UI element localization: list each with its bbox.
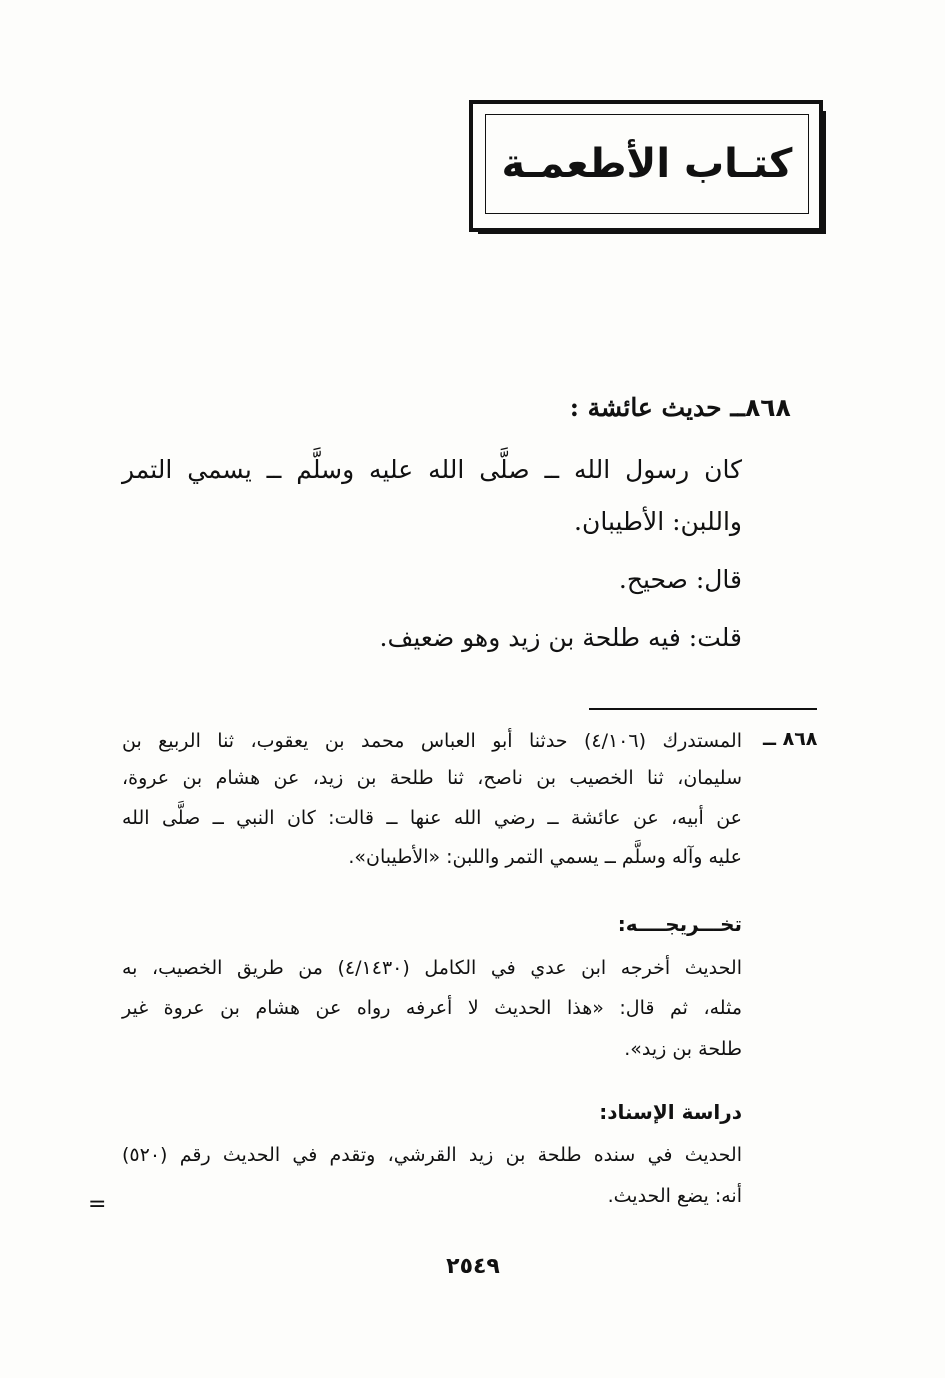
- takhrij-line-1: الحديث أخرجه ابن عدي في الكامل (٤/١٤٣٠) من طريق الخصيب، به: [122, 957, 742, 979]
- isnad-line-1: الحديث في سنده طلحة بن زيد القرشي، وتقدم في الحديث رقم (٥٢٠): [122, 1144, 742, 1166]
- hadith-heading: ــ حديث عائشة :: [569, 393, 745, 422]
- isnad-heading: دراسة الإسناد:: [599, 1100, 742, 1124]
- hadith-line-1: كان رسول الله ــ صلَّى الله عليه وسلَّم ــ يسمي التمر: [122, 455, 742, 484]
- chapter-title-frame: [485, 114, 809, 214]
- footnote-line-4: عليه وآله وسلَّم ــ يسمي التمر واللبن: «الأطيبان».: [348, 846, 742, 868]
- hadith-line-3: قال: صحيح.: [618, 565, 742, 594]
- page-number: ٢٥٤٩: [446, 1254, 500, 1279]
- footnote-line-2: سليمان، ثنا الخصيب بن ناصح، ثنا طلحة بن زيد، عن هشام بن عروة،: [122, 767, 742, 789]
- isnad-line-2: أنه: يضع الحديث.: [607, 1185, 742, 1207]
- footnote-number: ٨٦٨ ــ: [763, 728, 818, 750]
- footnote-line-3: عن أبيه، عن عائشة ــ رضي الله عنها ــ قالت: كان النبي ــ صلَّى الله: [122, 807, 742, 829]
- footnote-line-1: المستدرك (٤/١٠٦) حدثنا أبو العباس محمد بن يعقوب، ثنا الربيع بن: [122, 730, 742, 752]
- footnote-separator: [589, 708, 817, 710]
- hadith-number: ٨٦٨: [745, 393, 791, 422]
- hadith-line-4: قلت: فيه طلحة بن زيد وهو ضعيف.: [379, 623, 742, 652]
- chapter-title-box: [470, 101, 822, 231]
- takhrij-line-2: مثله، ثم قال: «هذا الحديث لا أعرفه رواه عن هشام بن عروة غير: [122, 997, 742, 1019]
- continuation-mark: =: [88, 1192, 107, 1217]
- hadith-line-2: واللبن: الأطيبان.: [574, 507, 742, 536]
- takhrij-heading: تخـــريجــــه:: [617, 912, 742, 936]
- chapter-title: كتـاب الأطعمـة: [501, 141, 793, 187]
- takhrij-line-3: طلحة بن زيد».: [624, 1038, 742, 1060]
